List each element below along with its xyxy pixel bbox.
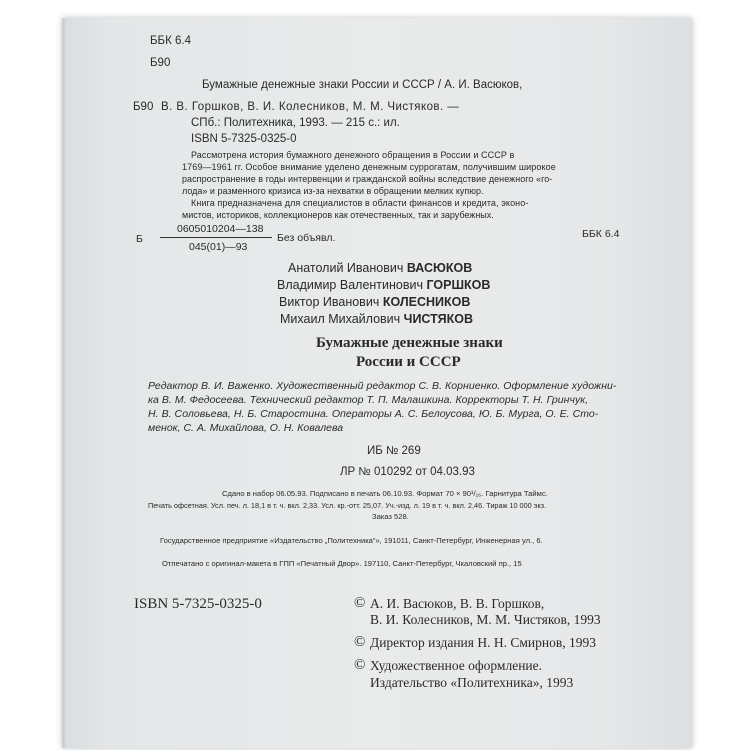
code-bbk: ББК 6.4 (582, 228, 620, 240)
copyright-2: Директор издания Н. Н. Смирнов, 1993 (370, 635, 596, 650)
code-numerator: 0605010204—138 (177, 223, 264, 235)
author-4-last: ЧИСТЯКОВ (403, 312, 473, 326)
author-3-last: КОЛЕСНИКОВ (382, 295, 471, 309)
index-b90: Б90 (150, 57, 171, 69)
author-1-last: ВАСЮКОВ (406, 261, 473, 275)
annotation-line-6: мистов, историков, коллекционеров как отечественных, так и зарубежных. (182, 210, 494, 220)
printer-line: Отпечатано с оригинал-макета в ГПП «Печатный Двор». 197110, Санкт-Петербург, Чкаловский пр., 15 (162, 559, 522, 568)
publisher-line: Государственное предприятие «Издательство „Политехника“», 191011, Санкт-Петербург, Инженерная ул., 6. (160, 536, 543, 545)
code-prefix: Б (136, 233, 143, 245)
copyright-symbol-3: © (354, 657, 366, 673)
catalog-index: Б90 (133, 101, 154, 113)
print-info-line-3: Заказ 528. (372, 512, 409, 521)
credits-line-1: Редактор В. И. Важенко. Художественный редактор С. В. Корниенко. Оформление художни- (148, 380, 617, 392)
credits-line-3: Н. В. Соловьева, Н. Б. Старостина. Операторы А. С. Белоусова, Ю. Б. Мурга, О. Е. Сто- (148, 408, 599, 420)
catalog-line-3: СПб.: Политехника, 1993. — 215 с.: ил. (191, 117, 400, 129)
copyright-1-line-1: А. И. Васюков, В. В. Горшков, (370, 596, 545, 611)
author-2-last: ГОРШКОВ (426, 278, 491, 292)
license-number: ЛР № 010292 от 04.03.93 (340, 466, 475, 478)
book-title-line-2: России и СССР (356, 354, 461, 370)
book-title-line-1: Бумажные денежные знаки (316, 335, 503, 351)
author-1-first: Анатолий Иванович (288, 261, 404, 275)
author-1 (288, 262, 472, 275)
catalog-isbn: ISBN 5-7325-0325-0 (191, 133, 297, 145)
annotation-line-4: лода» и разменного кризиса из-за нехватки в обращении мелких купюр. (182, 186, 484, 196)
copyright-symbol-1: © (354, 595, 366, 611)
code-denominator: 045(01)—93 (189, 241, 248, 253)
catalog-line-1: Бумажные денежные знаки России и СССР / А. И. Васюков, (202, 79, 523, 91)
author-2 (277, 279, 490, 292)
copyright-symbol-2: © (354, 634, 366, 650)
annotation-line-1: Рассмотрена история бумажного денежного обращения в России и СССР в (191, 150, 515, 160)
copyright-1-line-2: В. И. Колесников, М. М. Чистяков, 1993 (370, 612, 601, 627)
credits-line-4: менок, С. А. Михайлова, О. Н. Ковалева (148, 422, 344, 434)
show-through-watermark (475, 60, 520, 71)
ib-number: ИБ № 269 (367, 445, 421, 457)
copyright-3-line-2: Издательство «Политехника», 1993 (370, 675, 574, 690)
print-info-line-1: Сдано в набор 06.05.93. Подписано в печать 06.10.93. Формат 70 × 90¹/₁₆. Гарнитура Таймс. (222, 489, 548, 498)
author-4 (280, 313, 473, 326)
fraction-line (160, 237, 272, 238)
code-note: Без объявл. (277, 232, 336, 244)
page-shadow-edge (62, 18, 68, 748)
catalog-line-2: В. В. Горшков, В. И. Колесников, М. М. Чистяков. — (161, 101, 460, 113)
author-2-first: Владимир Валентинович (277, 278, 423, 292)
annotation-line-2: 1769—1961 гг. Особое внимание уделено денежным суррогатам, получившим широкое (182, 162, 556, 172)
annotation-line-3: распространение в годы интервенции и гражданской войны вследствие денежного «го- (182, 174, 553, 184)
author-4-first: Михаил Михайлович (280, 312, 401, 326)
copyright-3-line-1: Художественное оформление. (370, 658, 543, 673)
author-3 (279, 296, 470, 309)
isbn-bottom: ISBN 5-7325-0325-0 (134, 596, 262, 612)
credits-line-2: ка В. М. Федосеева. Технический редактор Т. П. Малашкина. Корректоры Т. Н. Гринчук, (148, 394, 589, 406)
bbk-top: ББК 6.4 (150, 35, 191, 47)
annotation-line-5: Книга предназначена для специалистов в области финансов и кредита, эконо- (191, 198, 529, 208)
print-info-line-2: Печать офсетная. Усл. печ. л. 18,1 в т. ч. вкл. 2,33. Усл. кр.-отт. 25,07. Уч.-изд. л. 19 в т. ч. вкл. 2,46. Тираж 10 000 экз. (148, 501, 547, 510)
author-3-first: Виктор Иванович (279, 295, 380, 309)
